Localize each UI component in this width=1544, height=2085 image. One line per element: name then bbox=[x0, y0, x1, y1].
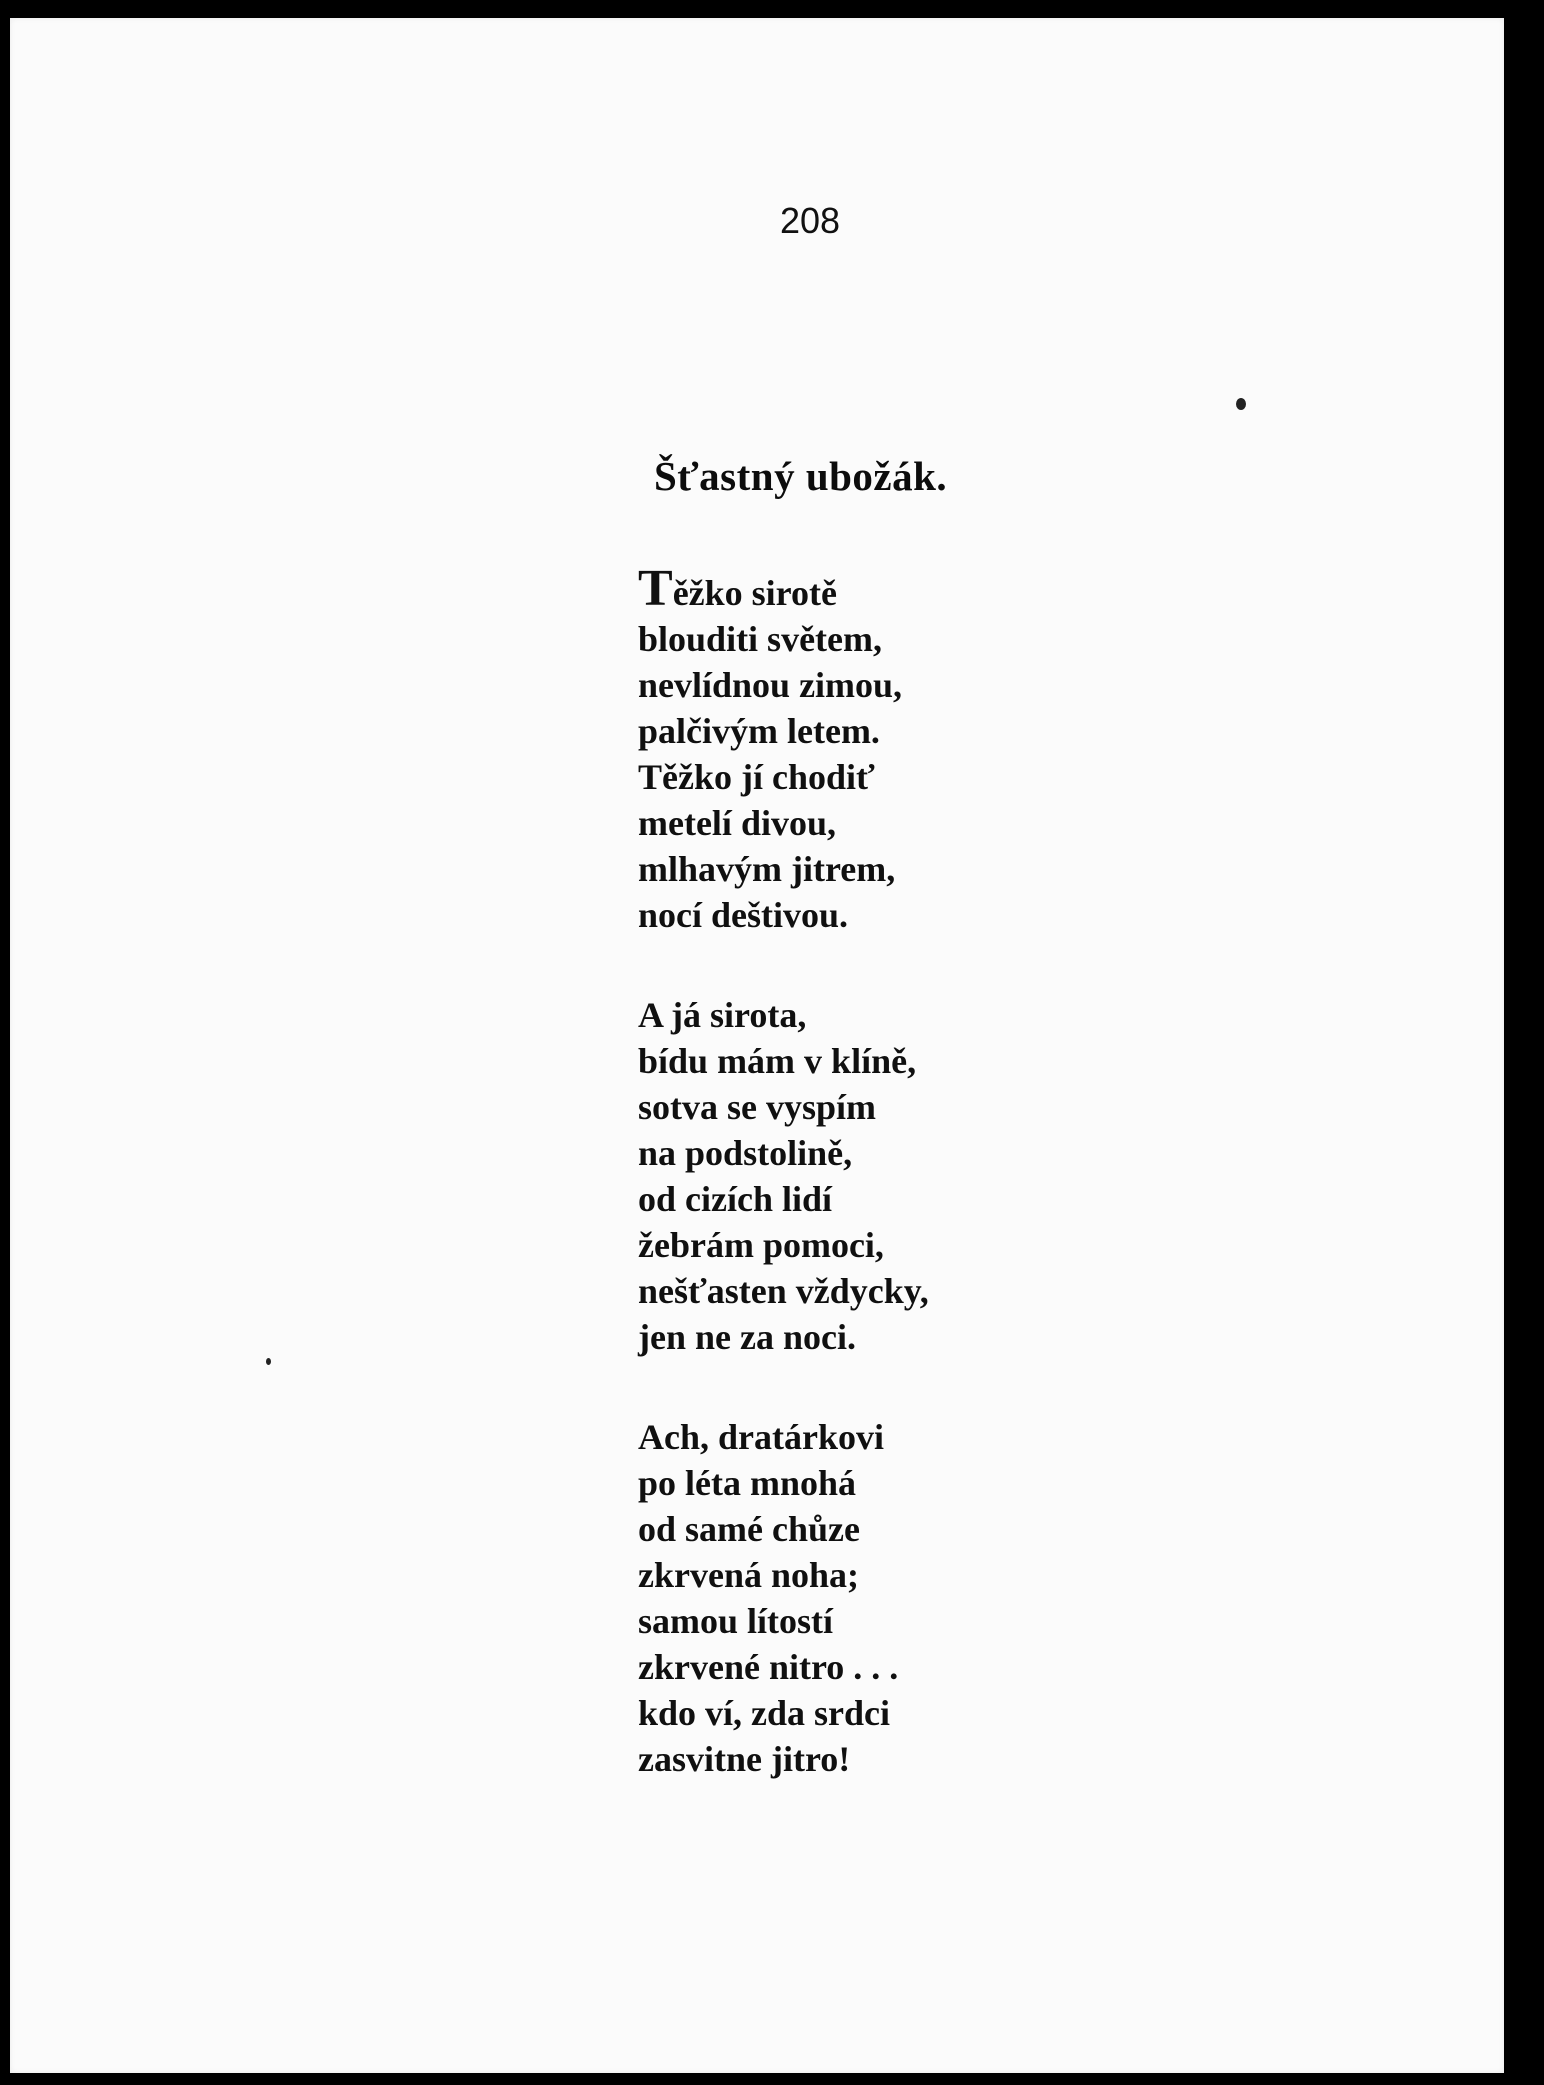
verse-line: na podstolině, bbox=[638, 1133, 853, 1173]
verse-line: nevlídnou zimou, bbox=[638, 665, 903, 705]
stanza-2 bbox=[638, 992, 929, 1360]
stanza-3 bbox=[638, 1414, 898, 1782]
verse-line: zkrvené nitro . . . bbox=[638, 1647, 899, 1687]
verse-line: jen ne za noci. bbox=[638, 1317, 856, 1357]
verse-line: zkrvená noha; bbox=[638, 1555, 860, 1595]
verse-line: sotva se vyspím bbox=[638, 1087, 877, 1127]
poem-title: Šťastný ubožák. bbox=[654, 453, 948, 499]
verse-line-rest: ěžko sirotě bbox=[672, 573, 837, 613]
verse-line: Těžko jí chodiť bbox=[638, 757, 875, 797]
page-number: 208 bbox=[779, 200, 841, 241]
verse-line bbox=[638, 560, 902, 617]
verse-line: metelí divou, bbox=[638, 803, 836, 843]
verse-line: palčivým letem. bbox=[638, 711, 880, 751]
verse-line: žebrám pomoci, bbox=[638, 1225, 884, 1265]
scan-speck bbox=[1236, 398, 1246, 410]
verse-line: blouditi světem, bbox=[638, 619, 883, 659]
verse-line: kdo ví, zda srdci bbox=[638, 1693, 891, 1733]
scan-speck bbox=[266, 1358, 271, 1365]
verse-line: od cizích lidí bbox=[638, 1179, 833, 1219]
verse-line: A já sirota, bbox=[638, 995, 807, 1035]
verse-line: zasvitne jitro! bbox=[638, 1739, 851, 1779]
verse-line: po léta mnohá bbox=[638, 1463, 857, 1503]
drop-cap: T bbox=[638, 560, 673, 617]
scan-border bbox=[1504, 0, 1544, 2085]
verse-line: bídu mám v klíně, bbox=[638, 1041, 917, 1081]
verse-line: nešťasten vždycky, bbox=[638, 1271, 929, 1311]
verse-line: od samé chůze bbox=[638, 1509, 860, 1549]
stanza-1 bbox=[638, 560, 903, 938]
verse-line: Ach, dratárkovi bbox=[638, 1417, 884, 1457]
verse-line: mlhavým jitrem, bbox=[638, 849, 896, 889]
verse-line: samou lítostí bbox=[638, 1601, 834, 1641]
verse-line: nocí deštivou. bbox=[638, 895, 849, 935]
